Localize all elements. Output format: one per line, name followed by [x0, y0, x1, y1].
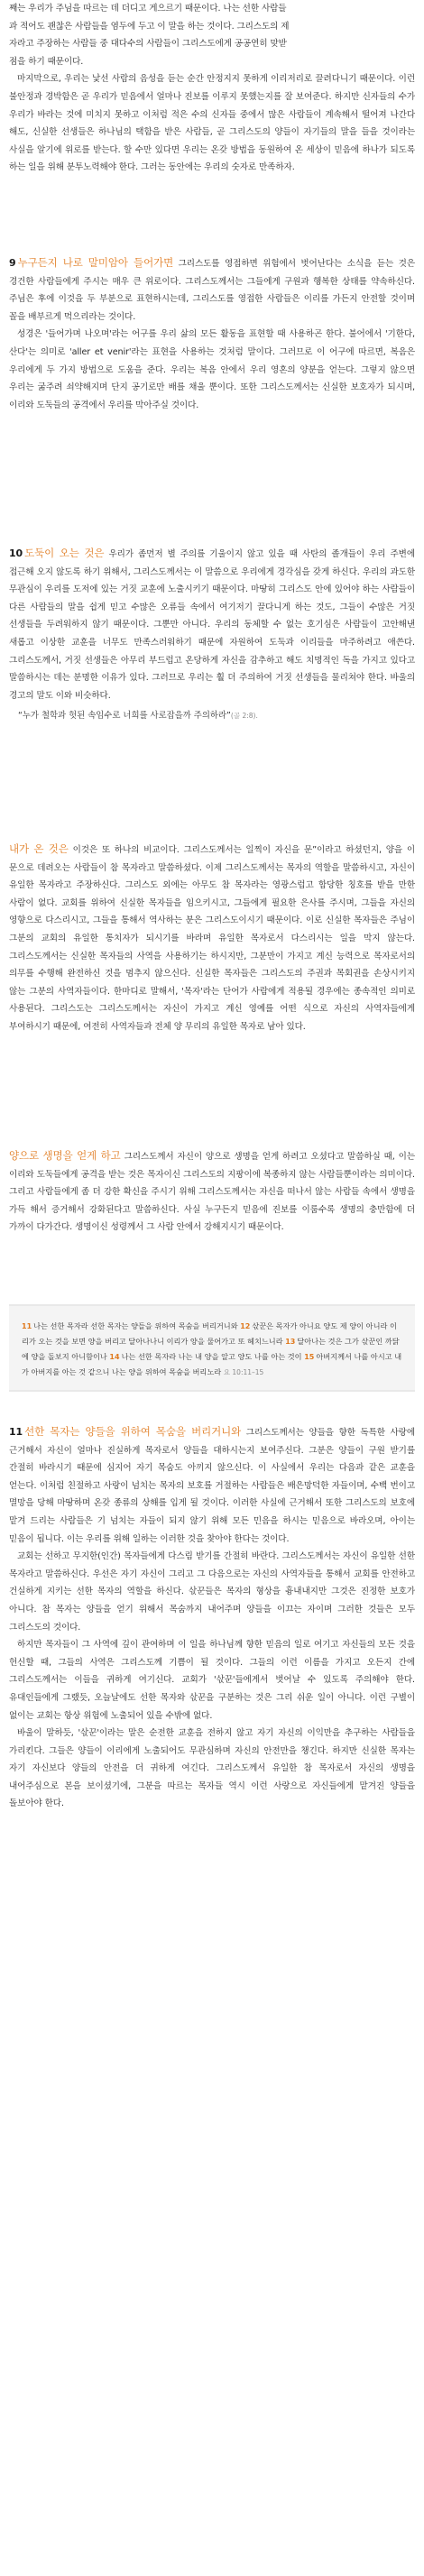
- verse-highlight: 도둑이 오는 것은: [24, 547, 105, 559]
- section-intro: [9, 0, 415, 177]
- section-verse-10: [9, 545, 415, 824]
- verse-9-paragraph-2: 성경은 '들어가며 나오며'라는 어구를 우리 삶의 모든 활동을 표현할 때 사용하곤 한다. 불어에서 '기한다, 산다'는 의미로 'aller et venir'라는 표현을 사용하는 것처럼 말이다. 그러므로 이 어구에 따르면, 복음은 우리에게 두 가지 방법으로 도움을 준다. 우리는 복음 안에서 우리 영혼의 양분을 얻는다. 그렇지 않으면 우리는 굶주려 쇠약해지며 단지 공기로만 배를 채울 뿐이다. 또한 그리스도께서는 신실한 보호자가 되시며, 이리와 도둑들의 공격에서 우리를 막아주실 것이다.: [9, 329, 415, 410]
- verse-text: 아버지께서 나를 아시고 내가 아버지를 아는 것 같으니 나는 양을 위하여 목숨을 버리노라: [22, 1352, 402, 1376]
- scripture-reference: 요 10:11–15: [223, 1368, 264, 1376]
- quote-text: “누가 철학과 헛된 속임수로 너희를 사로잡을까 주의하라”: [18, 711, 231, 722]
- verse-num: 14: [109, 1353, 120, 1361]
- verse-highlight: 선한 목자는 양들을 위하여 목숨을 버리거니와: [24, 1425, 242, 1438]
- verse-num: 15: [304, 1353, 315, 1361]
- verse-num: 11: [22, 1322, 32, 1330]
- verse-11-paragraph-4: 바울이 말하듯, '삯꾼'이라는 말은 순전한 교훈을 전하지 않고 자기 자신의 이익만을 추구하는 사람들을 가리킨다. 그들은 양들이 이리에게 노출되어도 무관심하며 자신의 안전만을 챙긴다. 하지만 신실한 목자는 자기 자신보다 양들의 안전을 더 귀하게 여긴다. 그리스도께서 유일한 참 목자로서 자신의 생명을 내어주심으로 본을 보이셨기에, 그분을 따르는 목자들 역시 이런 사랑으로 자신들에게 맡겨진 양들을 돌보아야 한다.: [9, 1728, 415, 1809]
- phrase-commentary: 그리스도께서 자신이 양으로 생명을 얻게 하려고 오셨다고 말씀하실 때, 이는 이리와 도둑들에게 공격을 받는 것은 목자이신 그리스도의 지팡이에 복종하지 않는 사람들뿐이라는 의미이다. 그리고 사람들에게 좀 더 강한 확신을 주시기 위해 그리스도께서는 자신을 떠나서 않는 사람들 속에서 생명을 가득 해서 증거해서 강화된다고 말씀하신다. 사실 누구든지 믿음에 진보를 이룸수록 생명의 충만함에 더 가까이 다가간다. 생명이신 성령께서 그 사람 안에서 강해지시기 때문이다.: [9, 1152, 415, 1233]
- verse-text: 나는 선한 목자라 나는 내 양을 알고 양도 나를 아는 것이: [121, 1352, 305, 1361]
- verse-commentary: 우리가 좀먼저 별 주의를 기울이지 않고 있을 때 사탄의 졸개들이 우리 주변에 접근해 오지 않도록 하기 위해서, 그리스도께서는 이 말씀으로 우리에게 경각심을 갖게 하신다. 우리의 과도한 무관심이 우리를 도저에 있는 거짓 교훈에 노출시키기 때문이다. 마땅히 그리스도 안에 있어야 하는 사람들이 다른 사람들의 말을 쉽게 믿고 수많은 오류들 속에서 여기저기 끌다니게 하는 것도, 그들이 수많은 거짓 선생들을 두려워하지 않기 때문이다. 그뿐만 아니다. 우리의 동체할 수 없는 호기심은 사람들이 고안해낸 새롭고 이상한 교훈을 너무도 만족스러워하기 때문에 자원하여 도둑과 이리들을 마주하려고 애쓴다. 그리스도께서, 거짓 선생들은 아무리 부드럽고 온당하게 자신을 감추하고 해도 치명적인 독을 가지고 있다고 말씀하시는 데는 분명한 이유가 있다. 그러므로 우리는 훨 더 주의하여 거짓 선생들을 물리쳐야 한다. 바울의 경고의 말도 이와 비슷하다.: [9, 549, 415, 701]
- verse-num: 12: [240, 1322, 251, 1330]
- verse-text: 나는 선한 목자라 선한 목자는 양들을 위하여 목숨을 버리거니와: [33, 1321, 241, 1330]
- phrase-highlight: 양으로 생명을 얻게 하고: [9, 1149, 121, 1162]
- intro-line-2: 과 적어도 괜찮은 사람들을 염두에 두고 이 말을 하는 것이다. 그리스도의 제: [9, 21, 290, 32]
- intro-line-1: 째는 우리가 주님을 따르는 데 더디고 게으르기 때문이다. 나는 선한 사람들: [9, 4, 287, 14]
- verse-commentary: 그리스도를 영접하면 위험에서 벗어난다는 소식을 듣는 것은 경건한 사람들에게 주시는 매우 큰 위로이다. 그리스도께서는 그들에게 구원과 행복한 상태를 약속하신다. 주님은 후에 이것을 두 부분으로 표현하시는데, 그리스도를 영접한 사람들은 이리를 가든지 안전할 것이며 꼴을 배부르게 먹으리라는 것이다.: [9, 259, 415, 322]
- intro-paragraph-2: 마지막으로, 우리는 낯선 사람의 음성을 듣는 순간 안정지지 못하게 이리저리로 끌려다니기 때문이다. 이런 불안정과 경박함은 곧 우리가 믿음에서 얼마나 진보를 이루지 못했는지를 잘 보여준다. 하지만 신자들의 수가 우리가 바라는 것에 미치지 못하고 이처럼 적은 수의 신자들 중에서 많은 사람들이 계속해서 떨어져 나간다 해도, 신실한 선생들은 하나님의 택함을 받은 사람들, 곧 그리스도의 양들이 자기들의 말을 들을 것이라는 사실을 알기에 위로를 받는다. 할 수만 있다면 우리는 온갖 방법을 동원하여 온 세상이 믿음에 하나가 되도록 하는 일을 위해 분투노력해야 한다. 그러는 동안에는 우리의 숫자로 만족하자.: [9, 74, 415, 173]
- section-verse-11: [9, 1423, 415, 2576]
- scripture-box: [9, 1304, 415, 1392]
- verse-highlight: 누구든지 나로 말미암아 들어가면: [17, 256, 174, 269]
- scripture-text: [22, 1319, 402, 1380]
- section-i-came: [9, 841, 415, 1138]
- scripture-quote: [9, 708, 415, 724]
- verse-text: 삯꾼은 목자가 아니요 양도 제 양이 아니라 이리가 오는 것을 보면 양을 버리고 달아나나니 이리가 양을 물어가고 또 헤치느니라: [22, 1321, 397, 1346]
- verse-num: 13: [285, 1338, 296, 1346]
- verse-number: 10: [9, 547, 23, 559]
- section-verse-9: [9, 254, 415, 529]
- phrase-highlight: 내가 온 것은: [9, 842, 69, 855]
- quote-reference: (골 2:8).: [230, 712, 258, 721]
- verse-commentary: 그리스도께서는 양들을 향한 독특한 사랑에 근거해서 자신이 얼마나 진실하게 목자로서 양들을 대하시는지 보여주신다. 그분은 양들이 구원 받기를 간절히 바라시기 때문에 심지어 자기 목숨도 아끼지 않으신다. 이 사실에서 우리는 다음과 같은 교훈을 얻는다. 이처럼 친절하고 사랑이 넘치는 목자의 보호를 거절하는 사람들은 배은망덕한 자들이며, 수백 번이고 멸망을 당해 마땅하며 온갖 종류의 상해를 입게 될 것이다. 이러한 사실에 근거해서 또한 그리스도의 보호에 맡겨 드리는 사람들은 기 넘치는 자들이 되지 않기 위해 모든 민음을 하시는 믿음으로 바라오며, 아이는 믿음이 됩니다. 이는 우리를 위해 일하는 이러한 것을 찾아야 한다는 것이다.: [9, 1428, 415, 1544]
- verse-11-paragraph-2: 교회는 선하고 무지한(인간) 목자들에게 다스림 받기를 간절히 바란다. 그리스도께서는 자신이 유일한 선한 목자라고 말씀하신다. 우선은 자기 자신이 그리고 그 다음으로는 자신의 사역자들을 통해서 교회를 안전하고 건실하게 지키는 선한 목자의 역할을 하신다. 삯꾼들은 목자의 형상을 흉내내지만 그것은 진정한 보호가 아니다. 참 목자는 양들을 얻기 위해서 목숨까지 내어주며 양들을 이끄는 자이며 그러한 것들은 모두 그리스도의 것이다.: [9, 1551, 415, 1633]
- intro-line-3: 자라고 주장하는 사람들 중 대다수의 사람들이 그리스도에게 공공연히 맞받: [9, 39, 287, 50]
- intro-line-4: 점을 하기 때문이다.: [9, 56, 84, 67]
- verse-number: 9: [9, 257, 16, 269]
- verse-11-paragraph-3: 하지만 목자들이 그 사역에 깊이 관여하며 이 일을 하나님께 향한 믿음의 일로 여기고 자신들의 모든 것을 헌신할 때, 그들의 사역은 그리스도께 기쁨이 될 것이다. 그들의 이런 이름을 가지고 오든지 간에 그리스도께서는 이들을 귀하게 여기신다. 교회가 '삯꾼'들에게서 벗어날 수 있도록 주의해야 한다. 유대인들에게 그랬듯, 오늘날에도 선한 목자와 삯꾼을 구분하는 것은 그리 쉬운 일이 아니다. 이런 구별이 없이는 교회는 항상 위험에 노출되어 있을 수밖에 없다.: [9, 1640, 415, 1721]
- verse-text: 달아나는 것은 그가 삯꾼인 까닭에 양을 돌보지 아니함이나: [22, 1337, 400, 1361]
- verse-number: 11: [9, 1426, 23, 1438]
- section-have-life: [9, 1147, 415, 1292]
- phrase-commentary: 이것은 또 하나의 비교이다. 그리스도께서는 일찍이 자신을 문”이라고 하셨던지, 양을 이 문으로 데려오는 사람들이 참 목자라고 말씀하셨다. 이제 그리스도께서는 목자의 역할을 말씀하시고, 자신이 유일한 목자라고 주장하신다. 그리스도 외에는 아무도 참 목자라는 영광스럽고 합당한 칭호를 받을 만한 사람이 없다. 교회를 위하여 신실한 목자들을 임으키시고, 그들에게 필요한 은사를 주시며, 그들을 자신의 영향으로 다스리시고, 그들을 통해서 역사하는 분은 그리스도이시기 때문이다. 이로 신실한 목자들은 주님이 그분의 교회의 유일한 통치자가 되시기를 바라며 유일한 목자로서 다스리시는 일을 막지 않는다. 그리스도께서는 신실한 목자들의 사역을 사용하기는 하시지만, 그분만이 가지고 계신 능력으로 목자로서의 의무를 수행해 완전하신 것을 멈추지 않으신다. 신실한 목자들은 그리스도의 주권과 목회권을 손상시키지 않는 그분의 사역자들이다. 한마디로 말해서, '목자'라는 단어가 사람에게 적용될 경우에는 종속적인 의미로 사용된다. 그리스도는 그리스도께서는 자신이 가지고 계신 영예를 어떤 식으로 자신의 사역자들에게 부여하시기 때문에, 여전히 사역자들과 전체 양 무리의 유일한 목자로 남아 있다.: [9, 845, 415, 1032]
